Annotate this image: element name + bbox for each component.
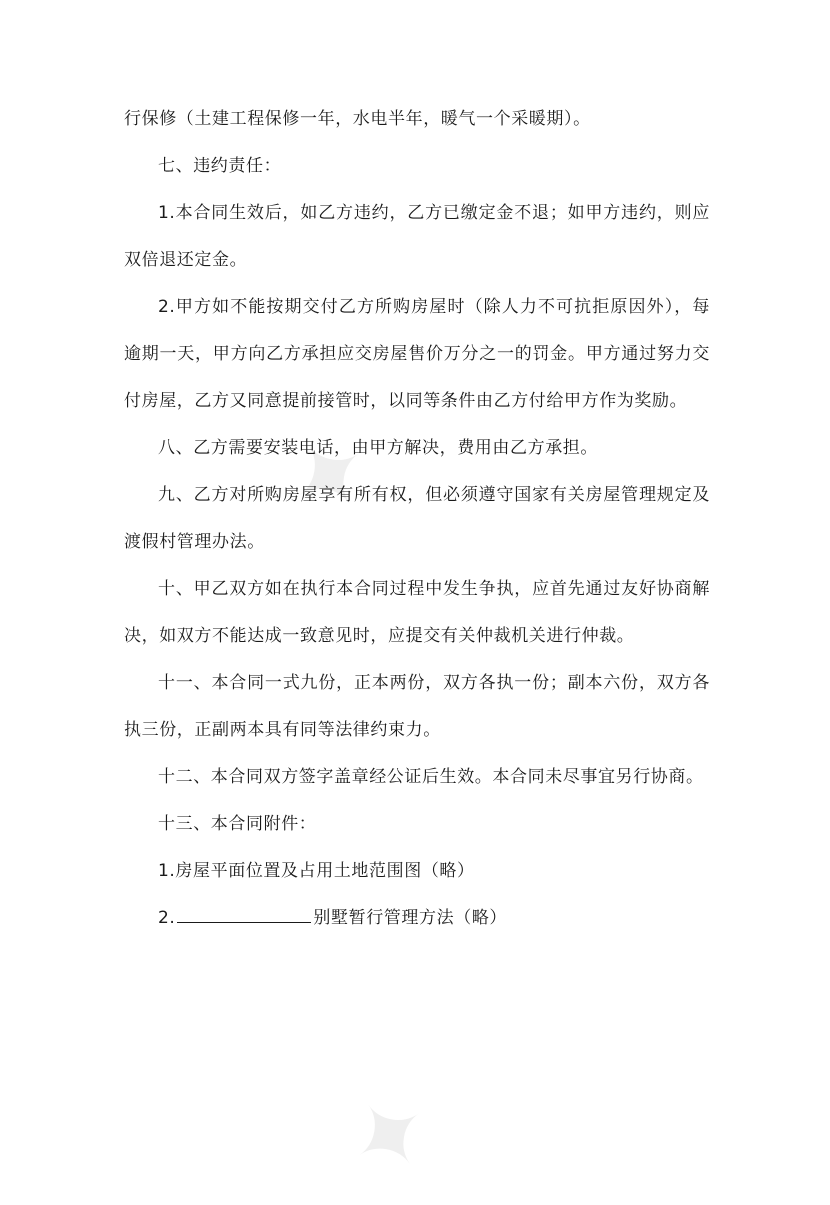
section-ownership: 九、乙方对所购房屋享有所有权，但必须遵守国家有关房屋管理规定及渡假村管理办法。 [124, 485, 710, 552]
section-attachments: 十三、本合同附件： [158, 814, 317, 834]
watermark: ✦ [265, 407, 396, 545]
attachment-item-2-prefix: 2. [158, 908, 176, 928]
paragraph-warranty-continued: 行保修（土建工程保修一年，水电半年，暖气一个采暖期）。 [124, 109, 591, 129]
section-effective: 十二、本合同双方签字盖章经公证后生效。本合同未尽事宜另行协商。 [158, 767, 704, 787]
attachment-item-1: 1.房屋平面位置及占用土地范围图（略） [158, 861, 475, 881]
section-copies: 十一、本合同一式九份，正本两份，双方各执一份；副本六份，双方各执三份，正副两本具有同等法律约束力。 [124, 673, 710, 740]
fill-in-blank[interactable] [177, 904, 311, 923]
paragraph-delivery-penalty: 2.甲方如不能按期交付乙方所购房屋时（除人力不可抗拒原因外），每逾期一天，甲方向乙方承担应交房屋售价万分之一的罚金。甲方通过努力交付房屋，乙方又同意提前接管时，以同等条件由乙方付给甲方作为奖励。 [124, 297, 710, 411]
watermark: ✦ [325, 1067, 456, 1205]
attachment-item-2 [124, 895, 710, 942]
section-telephone: 八、乙方需要安装电话，由甲方解决，费用由乙方承担。 [158, 438, 598, 458]
paragraph-deposit-clause: 1.本合同生效后，如乙方违约，乙方已缴定金不退；如甲方违约，则应双倍退还定金。 [124, 203, 710, 270]
section-heading-breach: 七、违约责任： [158, 156, 282, 176]
section-dispute: 十、甲乙双方如在执行本合同过程中发生争执，应首先通过友好协商解决，如双方不能达成一致意见时，应提交有关仲裁机关进行仲裁。 [124, 579, 710, 646]
document-body [124, 96, 710, 942]
attachment-item-2-suffix: 别墅暂行管理方法（略） [313, 908, 508, 928]
